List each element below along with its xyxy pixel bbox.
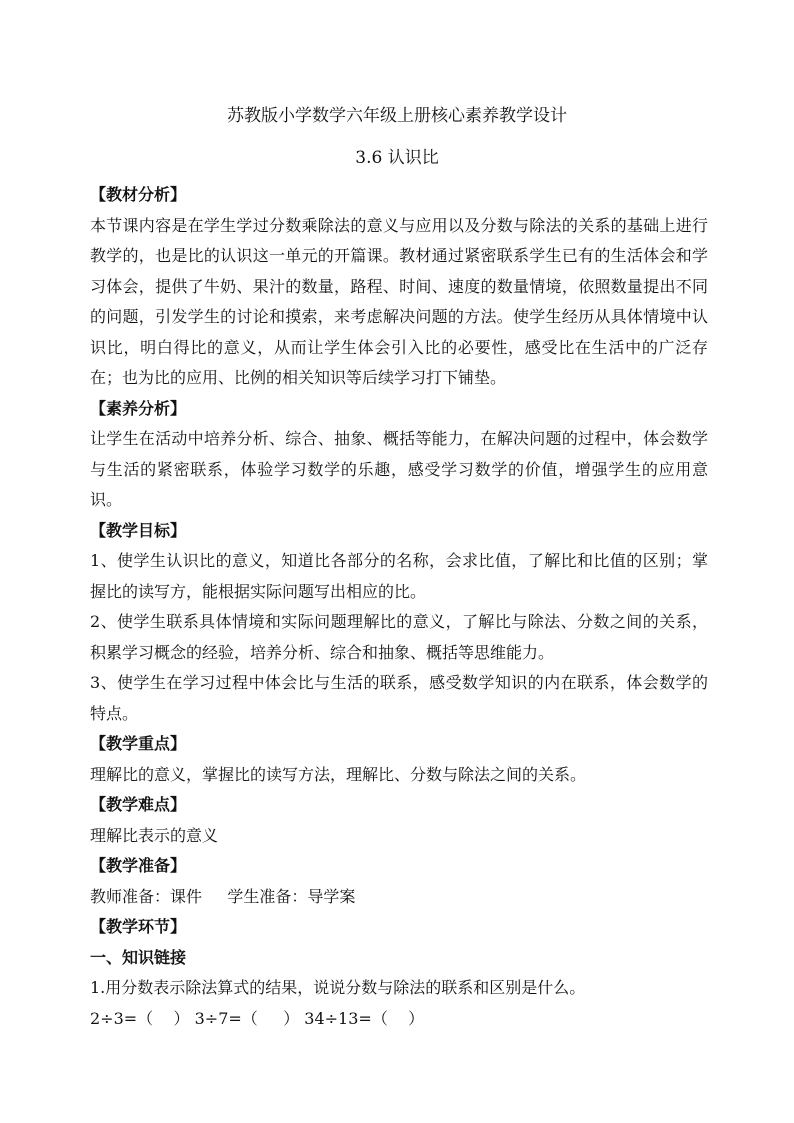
section-heading-goals: 【教学目标】 [90, 520, 187, 540]
difficulties-paragraph: 理解比表示的意义 [90, 825, 219, 845]
document-title: 苏教版小学数学六年级上册核心素养教学设计 [227, 106, 567, 126]
document-body [90, 180, 708, 1034]
section-heading-textbook-analysis: 【教材分析】 [90, 185, 187, 204]
document-subtitle: 3.6 认识比 [355, 148, 439, 168]
section-heading-key-points: 【教学重点】 [90, 734, 187, 753]
preparation-line: 教师准备：课件 学生准备：导学案 [90, 886, 356, 906]
part1-heading: 一、知识链接 [90, 947, 187, 967]
goal-item: 1、使学生认识比的意义，知道比各部分的名称，会求比值，了解比和比值的区别；掌握比的读写方，能根据实际问题写出相应的比。 [90, 551, 708, 601]
section-heading-difficulties: 【教学难点】 [90, 795, 187, 814]
question-1-exercises: 2÷3=（ ） 3÷7=（ ） 34÷13=（ ） [90, 1008, 425, 1028]
goal-item: 2、使学生联系具体情境和实际问题理解比的意义，了解比与除法、分数之间的关系，积累学习概念的经验，培养分析、综合和抽象、概括等思维能力。 [90, 612, 708, 662]
section-heading-preparation: 【教学准备】 [90, 856, 187, 875]
goal-item: 3、使学生在学习过程中体会比与生活的联系，感受数学知识的内在联系，体会数学的特点。 [90, 673, 708, 723]
literacy-analysis-paragraph: 让学生在活动中培养分析、综合、抽象、概括等能力，在解决问题的过程中，体会数学与生活的紧密联系，体验学习数学的乐趣，感受学习数学的价值，增强学生的应用意识。 [90, 429, 708, 509]
question-1: 1.用分数表示除法算式的结果，说说分数与除法的联系和区别是什么。 [90, 978, 586, 997]
textbook-analysis-paragraph: 本节课内容是在学生学过分数乘除法的意义与应用以及分数与除法的关系的基础上进行教学的，也是比的认识这一单元的开篇课。教材通过紧密联系学生已有的生活体会和学习体会，提供了牛奶、果汁的数量，路程、时间、速度的数量情境，依照数量提出不同的问题，引发学生的讨论和摸索，来考虑解决问题的方法。使学生经历从具体情境中认识比，明白得比的意义，从而让学生体会引入比的必要性，感受比在生活中的广泛存在；也为比的应用、比例的相关知识等后续学习打下铺垫。 [90, 215, 708, 387]
section-heading-literacy-analysis: 【素养分析】 [90, 398, 187, 418]
key-points-paragraph: 理解比的意义，掌握比的读写方法，理解比、分数与除法之间的关系。 [90, 764, 587, 784]
section-heading-process: 【教学环节】 [90, 917, 187, 936]
